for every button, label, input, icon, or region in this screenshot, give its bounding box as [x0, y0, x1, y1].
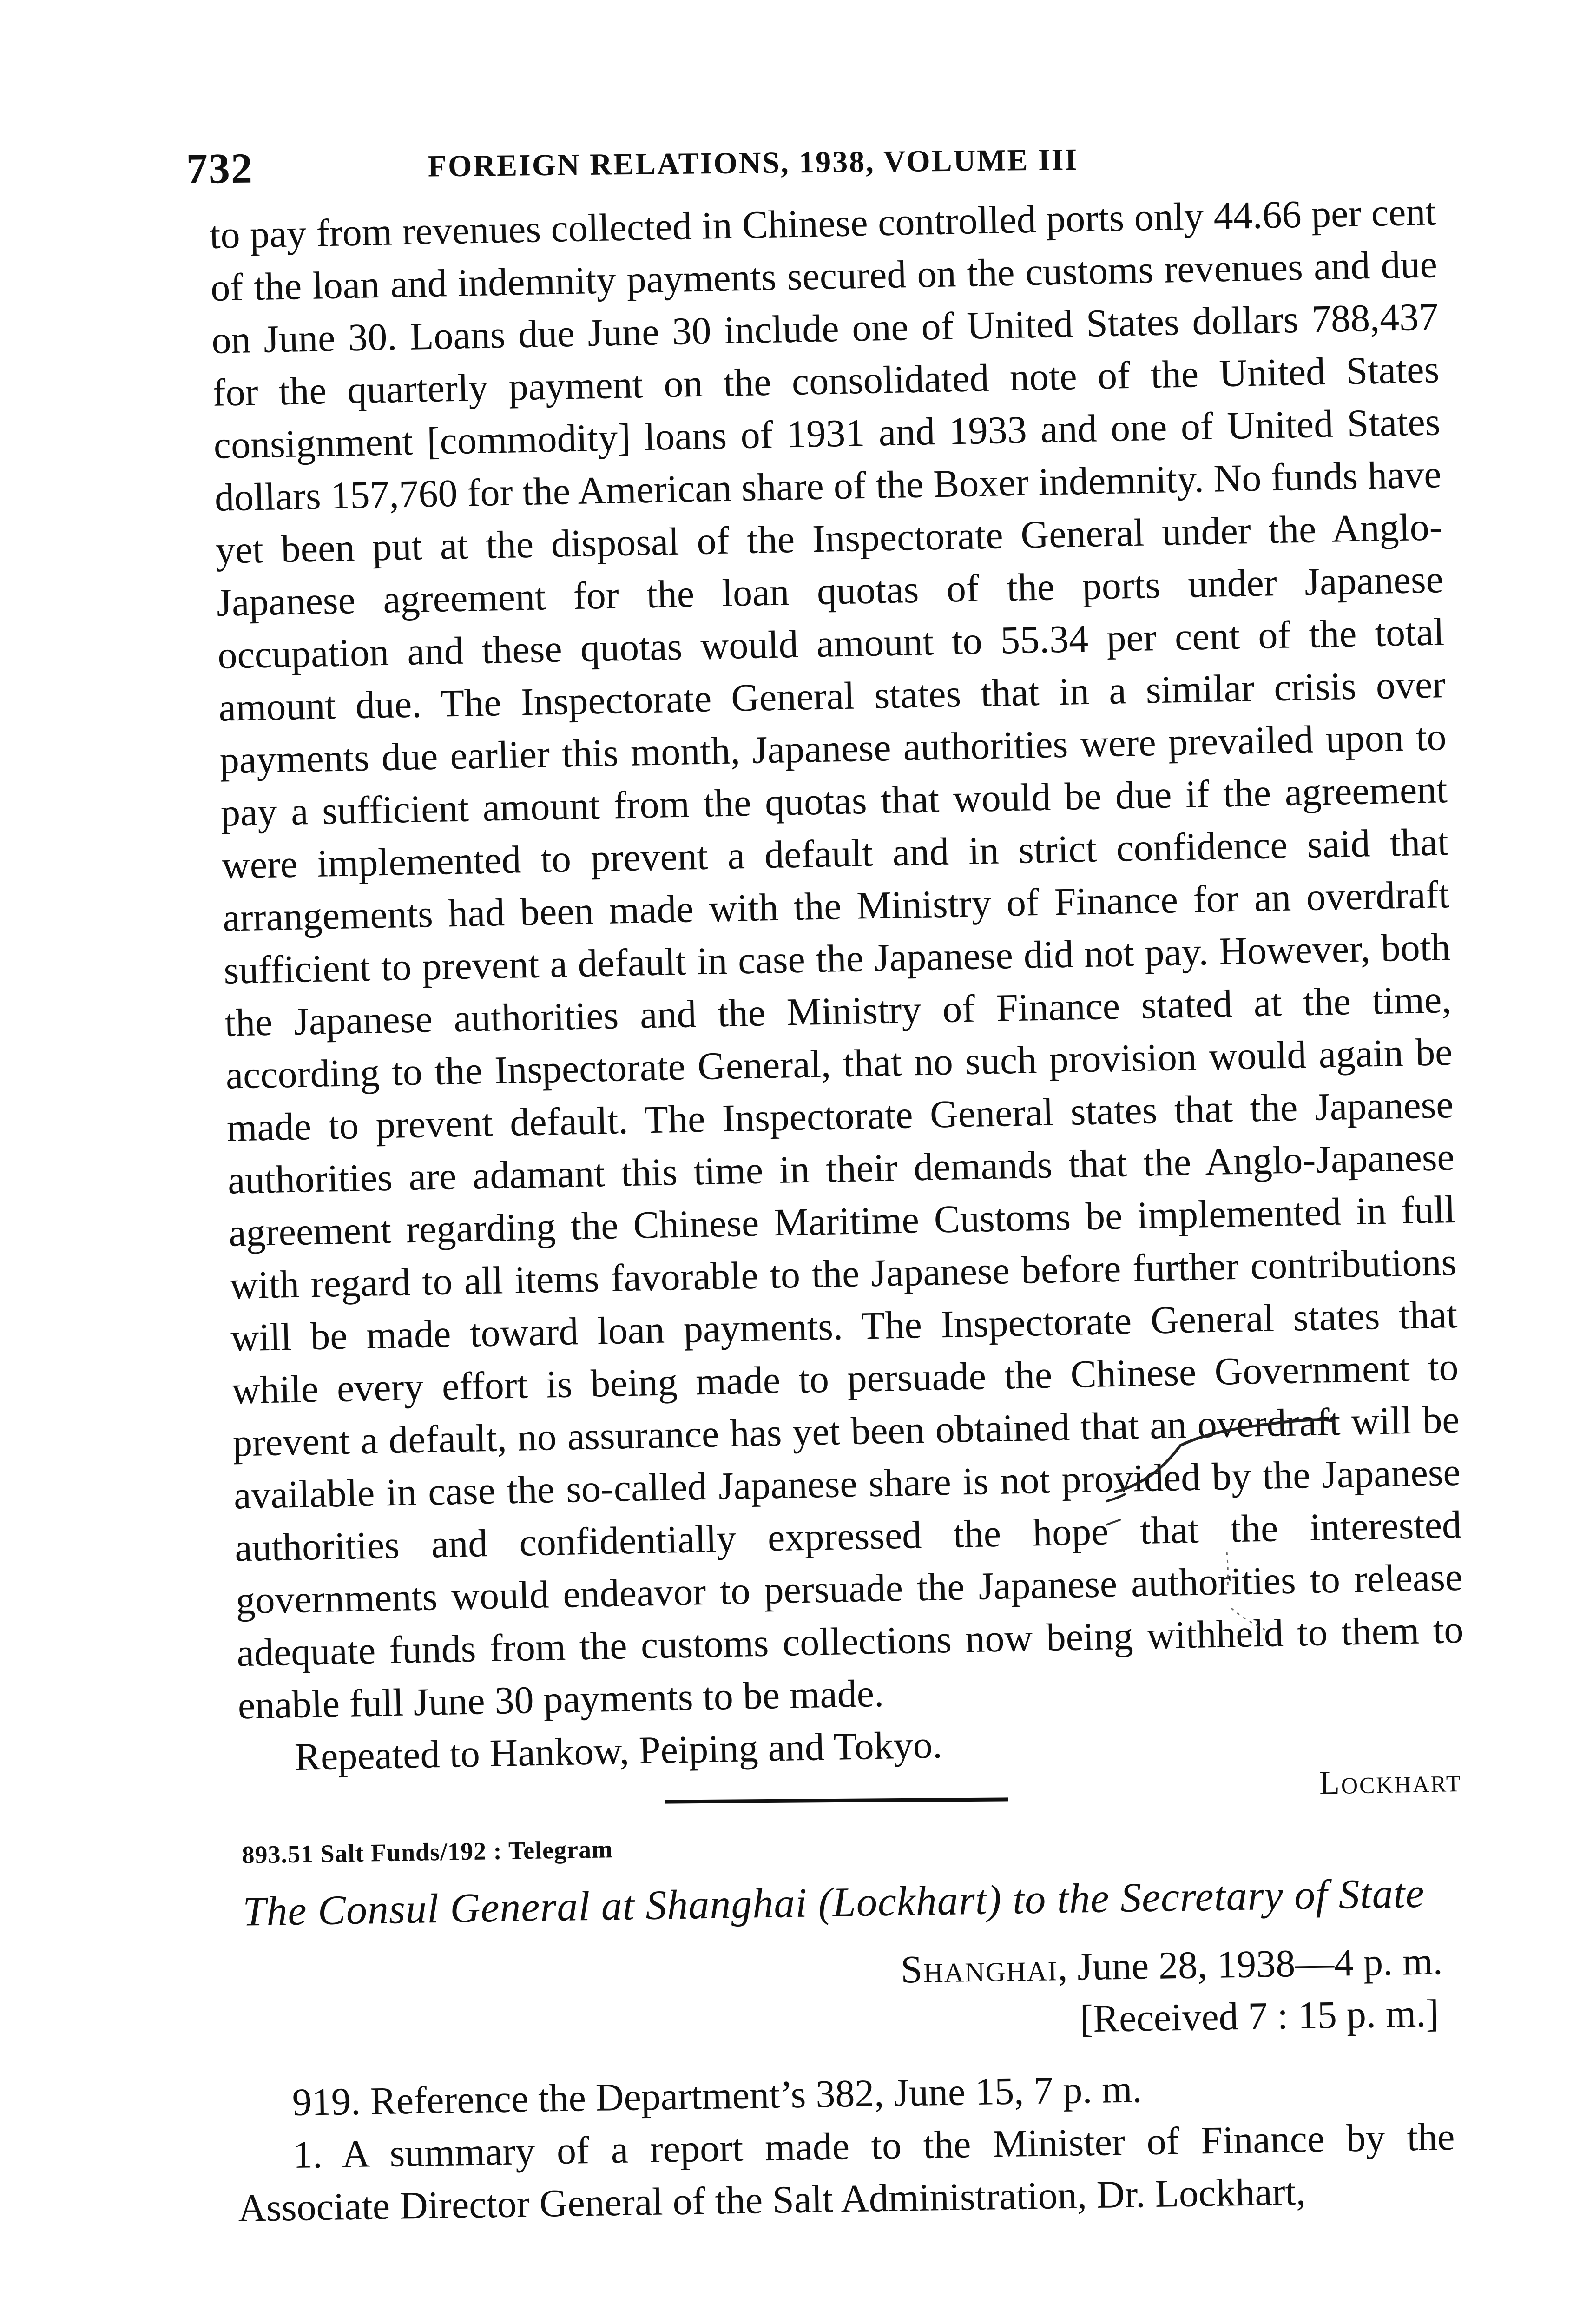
signature: Lockhart [1319, 1761, 1462, 1802]
second-telegram [232, 1822, 1456, 2235]
received-time: [Received 7 : 15 p. m.] [1080, 1992, 1439, 2041]
file-reference: 893.51 Salt Funds/192 : Telegram [242, 1835, 613, 1869]
telegram-paragraph: to pay from revenues collected in Chinese controlled ports only 44.66 per cent of the loan and indemnity payments secured on the customs revenues and due on June 30. Loans due June 30 include one of United States dollars 788,437 for the quarterly payment on the consolidated note of the United States consignment [commodity] loans of 1931 and 1933 and one of United States dollars 157,760 for the American share of the Boxer indemnity. No funds have yet been put at the disposal of the Inspectorate General under the Anglo-Japanese agreement for the loan quotas of the ports under Japanese occupation and these quotas would amount to 55.34 per cent of the total amount due. The Inspectorate General states that in a similar crisis over payments due earlier this month, Japanese authorities were prevailed upon to pay a sufficient amount from the quotas that would be due if the agreement were implemented to prevent a default and in strict confidence said that arrangements had been made with the Ministry of Finance for an overdraft sufficient to prevent a default in case the Japanese did not pay. However, both the Japanese authorities and the Ministry of Finance stated at the time, according to the Inspectorate General, that no such provision would again be made to prevent default. The Inspectorate General states that the Japanese authorities are adamant this time in their demands that the Anglo-Japanese agreement regarding the Chinese Maritime Customs be implemented in full with regard to all items favorable to the Japanese before further contributions will be made toward loan payments. The Inspectorate General states that while every effort is being made to persuade the Chinese Government to prevent a default, no assurance has yet been obtained that an overdraft will be available in case the so-called Japanese share is not provided by the Japanese authorities and confidentially expressed the hope that the interested governments would endeavor to persuade the Japanese authorities to release adequate funds from the customs collections now being withheld to them to enable full June 30 payments to be made. [209, 190, 1464, 1728]
running-head: FOREIGN RELATIONS, 1938, VOLUME III [428, 142, 1079, 184]
repeated-line: Repeated to Hankow, Peiping and Tokyo. [294, 1723, 943, 1779]
dateline-date: , June 28, 1938—4 p. m. [1057, 1940, 1443, 1989]
numbered-paragraph-1: 1. A summary of a report made to the Minister of Finance by the Associate Director General of the Salt Administration, Dr. Lockhart, [237, 2115, 1455, 2230]
dateline-place: Shanghai [900, 1946, 1058, 1992]
pen-marks-annotation [1106, 1413, 1561, 1673]
document-title: The Consul General at Shanghai (Lockhart) to the Secretary of State [242, 1870, 1425, 1935]
telegram-number-paragraph: 919. Reference the Department’s 382, June 15, 7 p. m. [292, 2067, 1143, 2125]
page-number: 732 [186, 144, 254, 192]
